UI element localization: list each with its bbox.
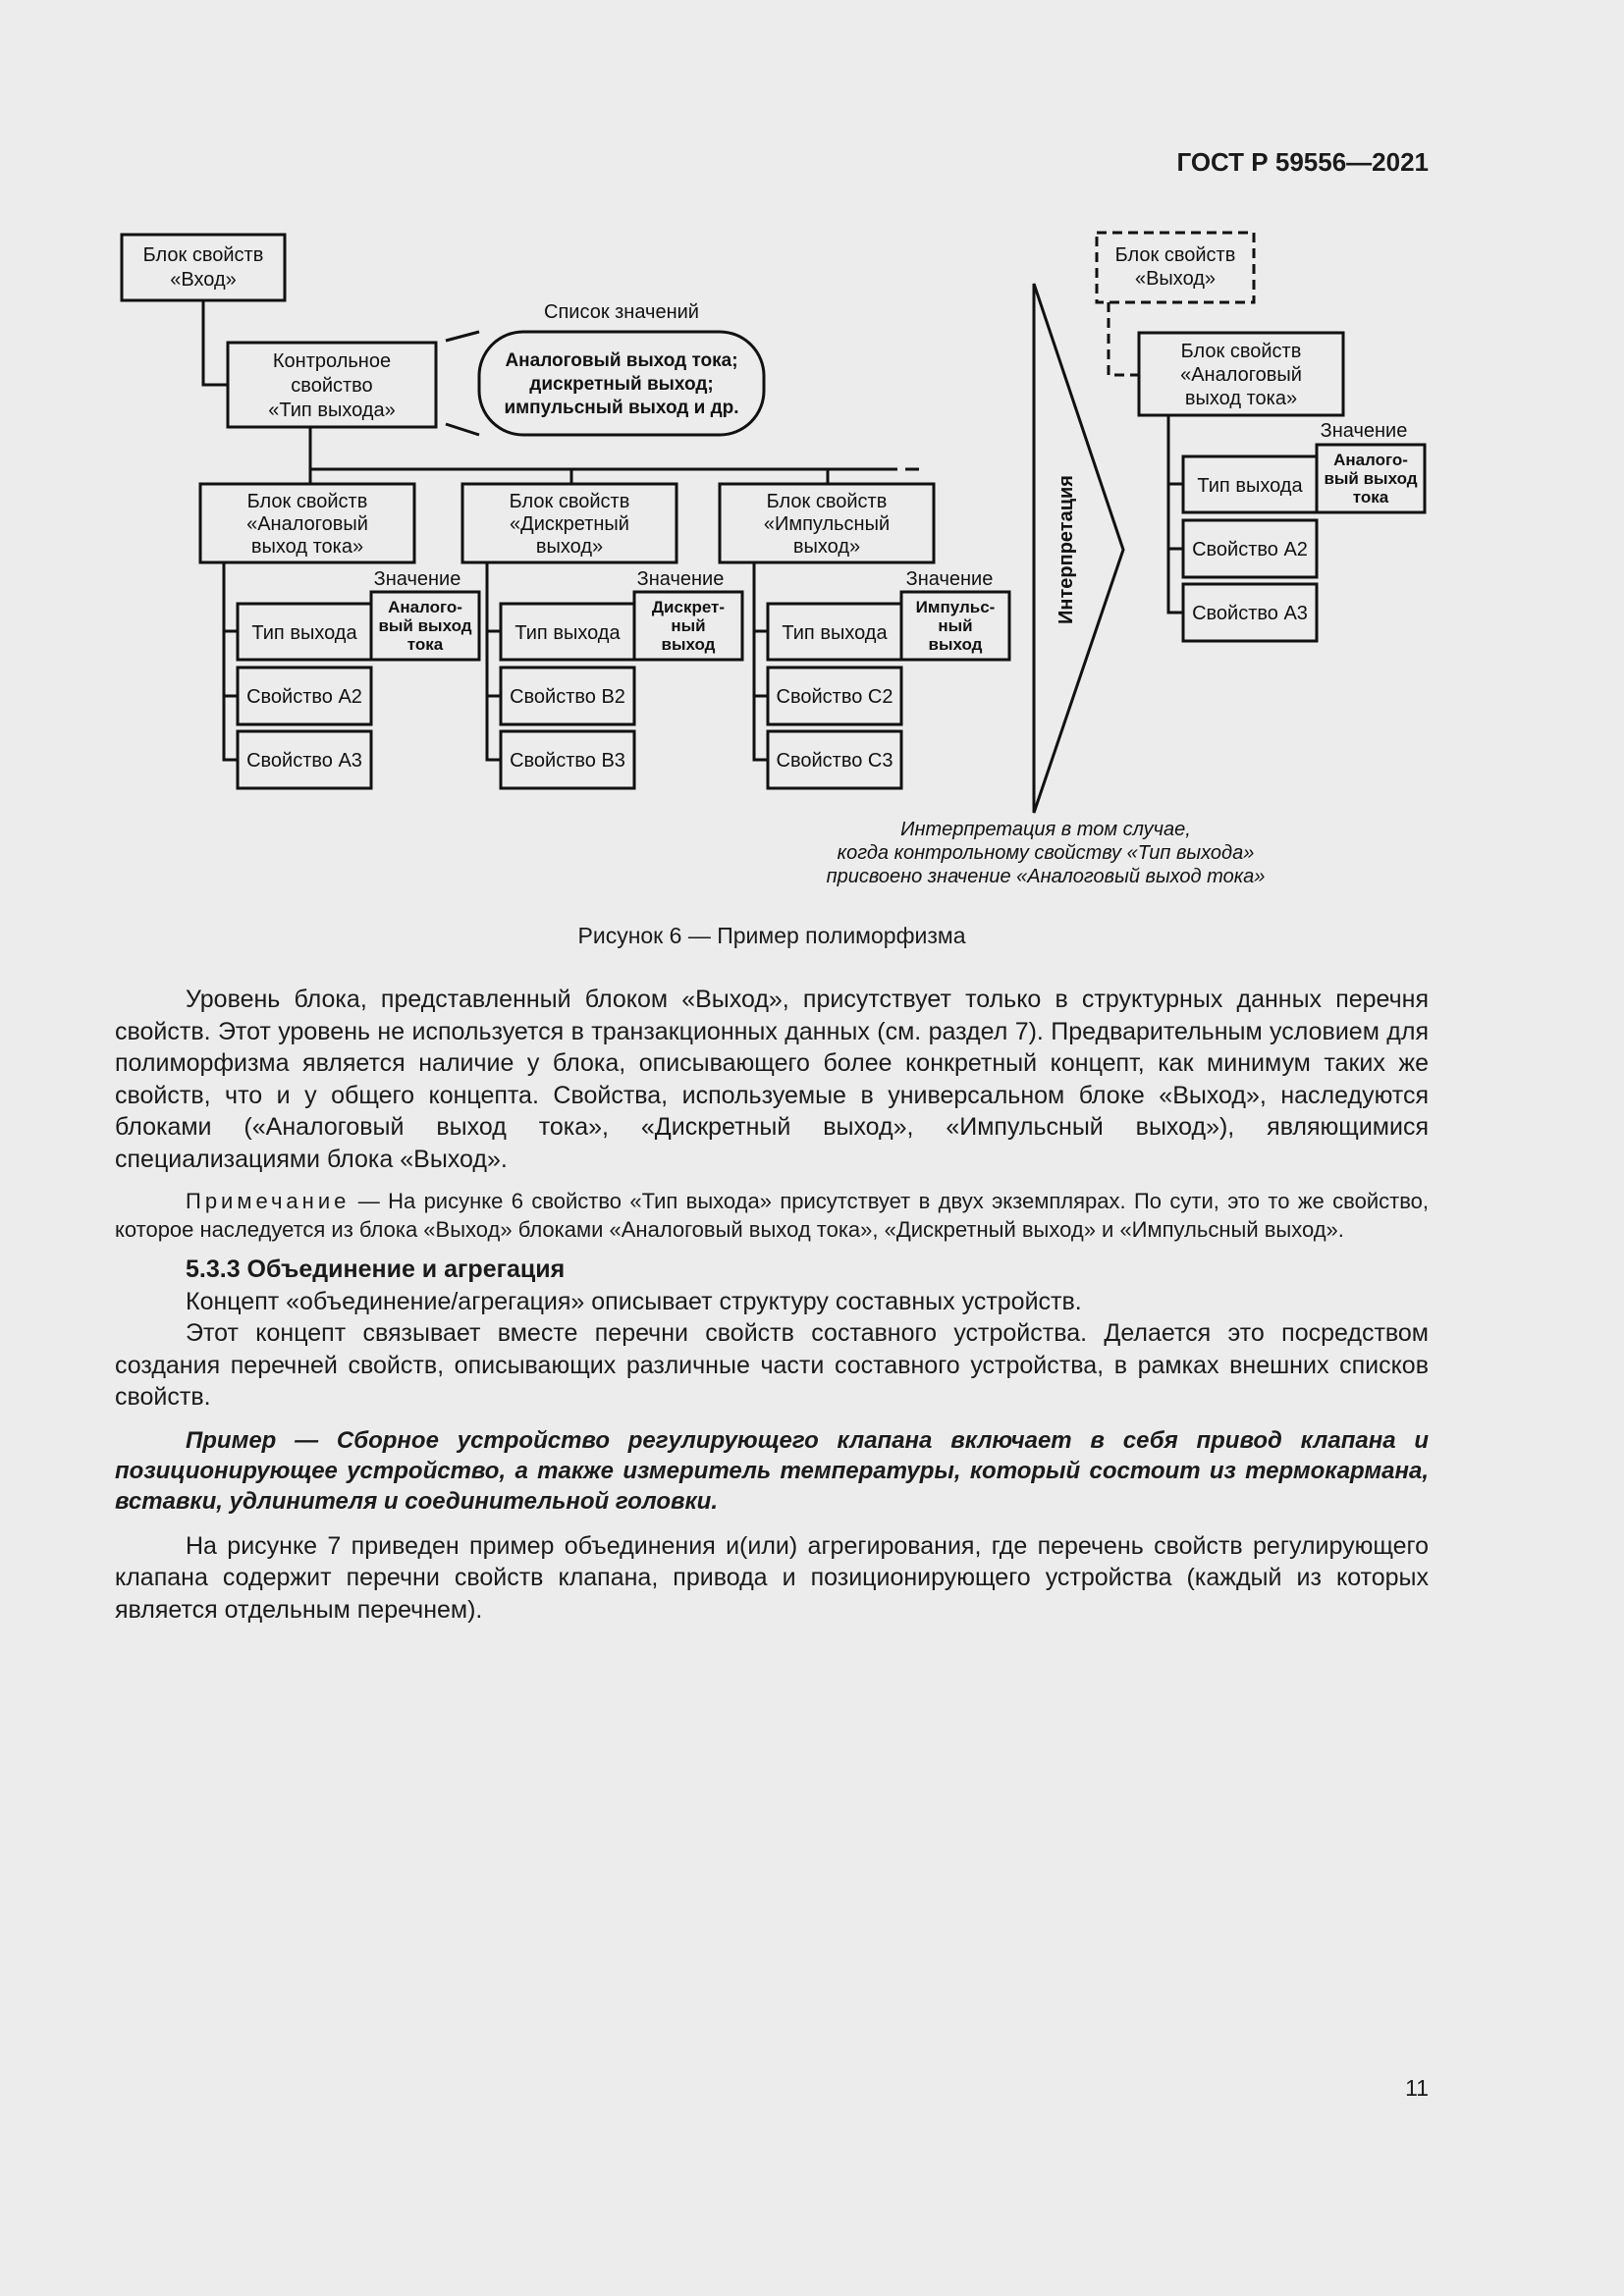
value-list-line1: Аналоговый выход тока; bbox=[505, 350, 738, 371]
result-value3: тока bbox=[1352, 488, 1389, 507]
figure-caption: Рисунок 6 — Пример полиморфизма bbox=[577, 923, 966, 948]
value-list-line3: импульсный выход и др. bbox=[504, 398, 739, 418]
block-analog-value1: Аналого- bbox=[388, 598, 462, 616]
example-paragraph: Пример — Сборное устройство регулирующего клапана включает в себя привод клапана и позиционирующее устройство, а также измеритель температуры, который состоит из термокармана, вставки, удлинителя и соединительной головки. bbox=[115, 1426, 1429, 1515]
block-pulse-value1: Импульс- bbox=[915, 598, 996, 616]
input-block-line2: «Вход» bbox=[170, 269, 237, 291]
block-pulse-title3: выход» bbox=[792, 536, 861, 558]
block-analog-title2: «Аналоговый bbox=[246, 513, 368, 535]
paragraph-3: Этот концепт связывает вместе перечни свойств составного устройства. Делается это посредством создания перечней свойств, описывающих различные части составного устройства, в рамках внешних списков свойств. bbox=[115, 1319, 1429, 1411]
interpretation-note1: Интерпретация в том случае, bbox=[900, 819, 1191, 840]
note-label: Примечание bbox=[186, 1189, 351, 1213]
block-analog-value2: вый выход bbox=[378, 616, 472, 635]
interpretation-label: Интерпретация bbox=[1056, 475, 1077, 624]
block-analog-title1: Блок свойств bbox=[246, 491, 368, 512]
input-block-line1: Блок свойств bbox=[142, 244, 264, 266]
result-block-title1: Блок свойств bbox=[1180, 341, 1302, 362]
block-pulse-value2: ный bbox=[938, 616, 973, 635]
block-discrete-type: Тип выхода bbox=[514, 622, 621, 644]
result-block-title2: «Аналоговый bbox=[1180, 364, 1302, 386]
result-block-title3: выход тока» bbox=[1184, 388, 1298, 409]
block-discrete-prop2: Свойство B2 bbox=[510, 686, 625, 708]
block-pulse-prop2: Свойство C2 bbox=[776, 686, 893, 708]
block-analog-prop2: Свойство A2 bbox=[246, 686, 362, 708]
control-prop-line3: «Тип выхода» bbox=[268, 400, 396, 421]
paragraph-4: На рисунке 7 приведен пример объединения и(или) агрегирования, где перечень свойств регулирующего клапана содержит перечни свойств клапана, привода и позиционирующего устройства (каждый из которых является отдельным перечнем). bbox=[115, 1531, 1429, 1624]
interpretation-arrow-shape bbox=[1034, 284, 1123, 813]
block-discrete-title3: выход» bbox=[535, 536, 604, 558]
polymorphism-diagram bbox=[0, 0, 1624, 923]
result-value1: Аналого- bbox=[1333, 451, 1408, 469]
block-discrete-title1: Блок свойств bbox=[509, 491, 630, 512]
output-block-line1: Блок свойств bbox=[1114, 244, 1236, 266]
result-type: Тип выхода bbox=[1197, 475, 1303, 497]
result-value-label: Значение bbox=[1320, 420, 1408, 442]
control-prop-line1: Контрольное bbox=[272, 350, 392, 372]
block-pulse-title1: Блок свойств bbox=[766, 491, 888, 512]
standard-code: ГОСТ Р 59556—2021 bbox=[1176, 147, 1429, 177]
result-value2: вый выход bbox=[1324, 469, 1418, 488]
page-number: 11 bbox=[1405, 2075, 1429, 2101]
result-prop2: Свойство A2 bbox=[1192, 539, 1308, 561]
note-paragraph bbox=[115, 1187, 1429, 1244]
block-analog-type: Тип выхода bbox=[251, 622, 357, 644]
result-prop3: Свойство A3 bbox=[1192, 603, 1308, 624]
body-text bbox=[115, 984, 1429, 1626]
block-discrete-value-label: Значение bbox=[636, 568, 725, 590]
note-text: — На рисунке 6 свойство «Тип выхода» присутствует в двух экземплярах. По сути, это то же свойство, которое наследуется из блока «Выход» блоками «Аналоговый выход тока», «Дискретный выход» и «Импульсный выход». bbox=[115, 1189, 1429, 1242]
output-block-line2: «Выход» bbox=[1134, 268, 1217, 290]
block-discrete-prop3: Свойство B3 bbox=[510, 750, 625, 772]
block-analog-prop3: Свойство A3 bbox=[246, 750, 362, 772]
paragraph-2: Концепт «объединение/агрегация» описывает структуру составных устройств. bbox=[186, 1287, 1082, 1315]
interpretation-note2: когда контрольному свойству «Тип выхода» bbox=[837, 842, 1255, 864]
block-discrete-value3: выход bbox=[661, 635, 716, 654]
block-analog-value-label: Значение bbox=[373, 568, 461, 590]
block-discrete-value1: Дискрет- bbox=[651, 598, 726, 616]
section-heading: 5.3.3 Объединение и агрегация bbox=[186, 1255, 566, 1283]
block-discrete-title2: «Дискретный bbox=[510, 513, 629, 535]
value-list-line2: дискретный выход; bbox=[529, 374, 714, 395]
block-analog-title3: выход тока» bbox=[250, 536, 364, 558]
block-pulse-prop3: Свойство C3 bbox=[776, 750, 893, 772]
control-prop-line2: свойство bbox=[291, 375, 373, 397]
block-analog-value3: тока bbox=[406, 635, 444, 654]
block-discrete-value2: ный bbox=[671, 616, 706, 635]
block-pulse-title2: «Импульсный bbox=[763, 513, 891, 535]
block-pulse-value-label: Значение bbox=[905, 568, 994, 590]
block-pulse-type: Тип выхода bbox=[782, 622, 888, 644]
paragraph-1: Уровень блока, представленный блоком «Выход», присутствует только в структурных данных перечня свойств. Этот уровень не используется в транзакционных данных (см. раздел 7). Предварительным условием для полиморфизма является наличие у блока, описывающего более конкретный концепт, как минимум таких же свойств, что и у общего концепта. Свойства, используемые в универсальном блоке «Выход», наследуются блоками («Аналоговый выход тока», «Дискретный выход», «Импульсный выход»), являющимися специализациями блока «Выход». bbox=[115, 986, 1429, 1173]
value-list-label: Список значений bbox=[544, 301, 699, 323]
block-pulse-value3: выход bbox=[928, 635, 983, 654]
interpretation-note3: присвоено значение «Аналоговый выход тока» bbox=[826, 866, 1266, 887]
